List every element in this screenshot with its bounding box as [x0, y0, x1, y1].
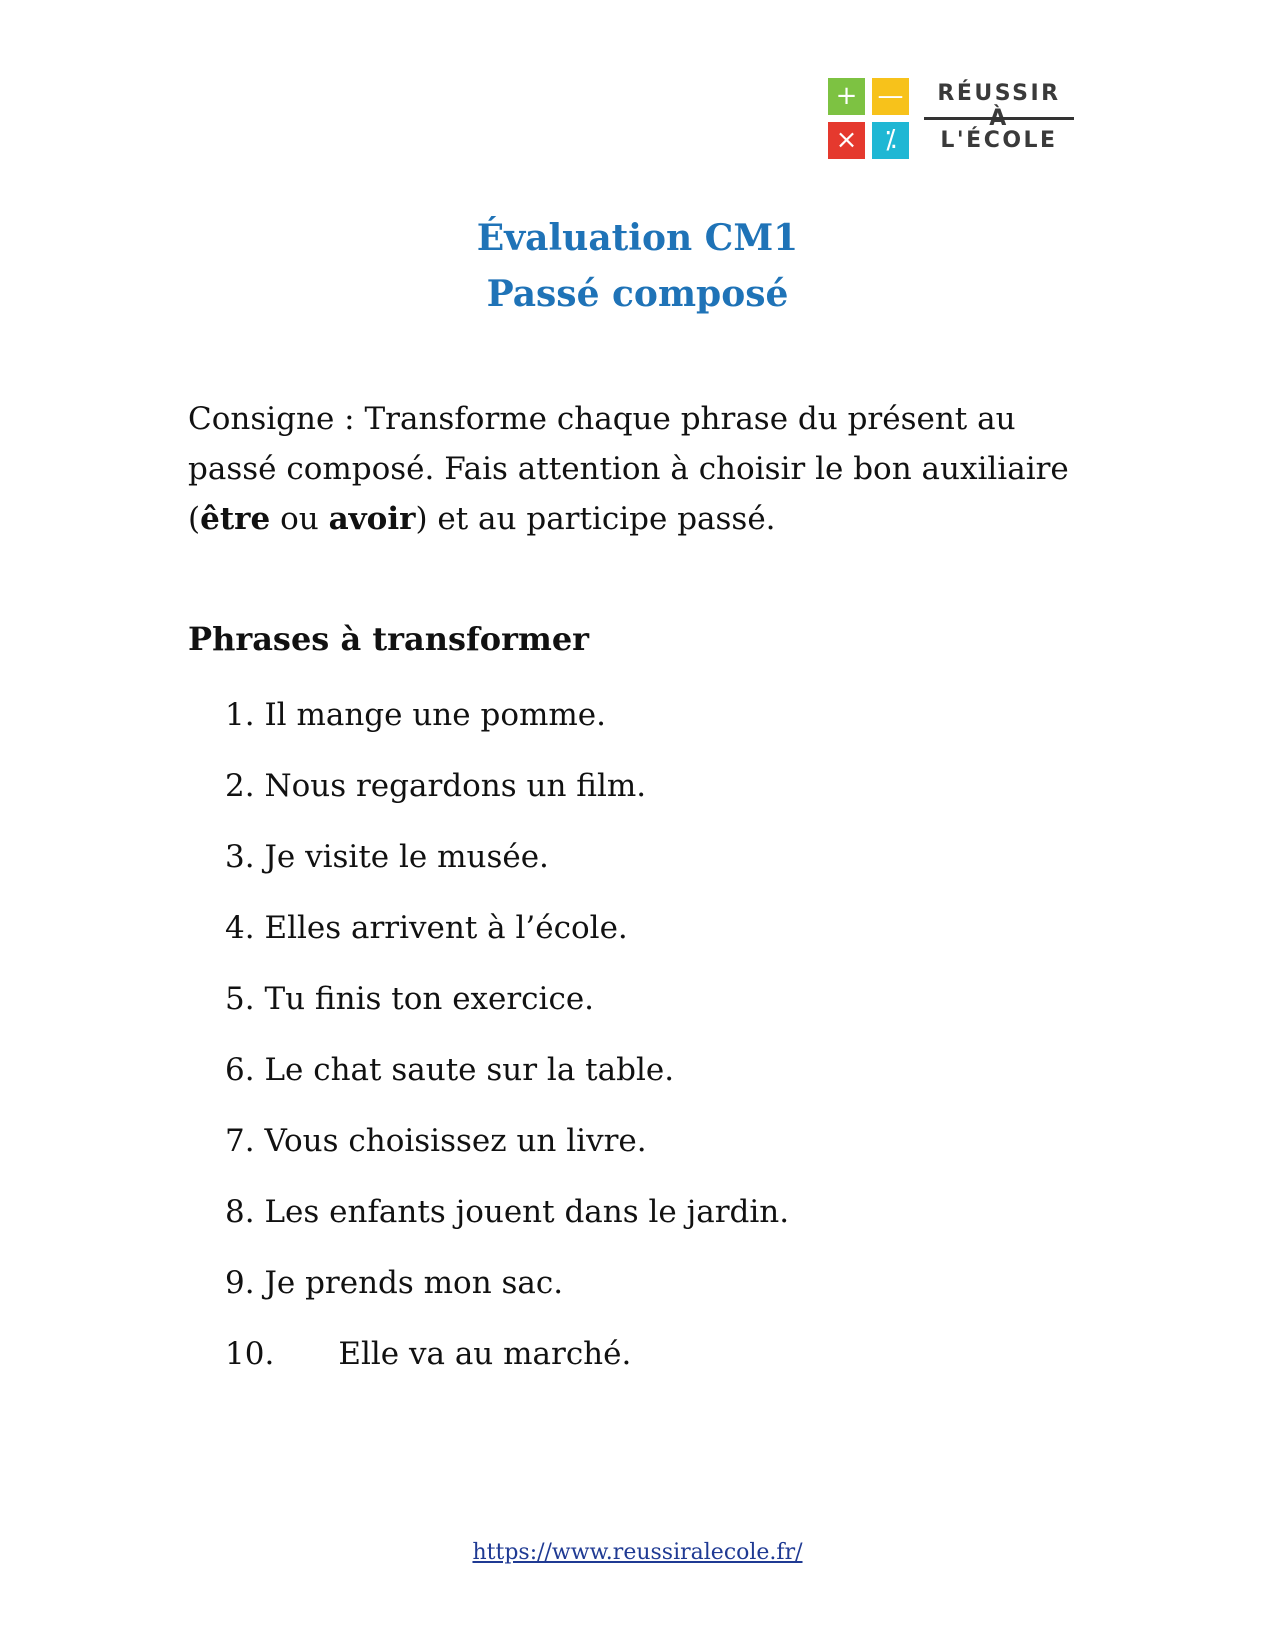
item-text: Il mange une pomme.	[264, 697, 606, 733]
title-line-2: Passé composé	[486, 273, 789, 315]
list-item	[225, 1187, 789, 1258]
instruction-bold-etre: être	[200, 501, 271, 537]
site-logo	[828, 78, 1078, 160]
page-title	[0, 210, 1275, 322]
item-text: Vous choisissez un livre.	[264, 1123, 647, 1159]
item-number: 2.	[225, 768, 255, 804]
list-item	[225, 974, 789, 1045]
item-number: 6.	[225, 1052, 255, 1088]
section-heading: Phrases à transformer	[188, 620, 590, 658]
item-number: 5.	[225, 981, 255, 1017]
logo-math-grid	[828, 78, 909, 159]
item-number: 9.	[225, 1265, 255, 1301]
logo-text-bottom: L'ÉCOLE	[940, 128, 1058, 153]
item-text: Je visite le musée.	[264, 839, 549, 875]
item-number: 3.	[225, 839, 255, 875]
instruction-bold-avoir: avoir	[328, 501, 416, 537]
list-item	[225, 761, 789, 832]
list-item	[225, 1258, 789, 1329]
item-text: Les enfants jouent dans le jardin.	[264, 1194, 790, 1230]
times-icon: ×	[828, 122, 865, 159]
logo-divider	[924, 117, 1074, 120]
list-item	[225, 1045, 789, 1116]
sentence-list	[225, 690, 789, 1400]
item-number: 8.	[225, 1194, 255, 1230]
item-number: 7.	[225, 1123, 255, 1159]
item-number: 4.	[225, 910, 255, 946]
item-text: Elles arrivent à l’école.	[264, 910, 628, 946]
instruction-text-end: ) et au participe passé.	[415, 501, 776, 537]
list-item	[225, 1116, 789, 1187]
minus-icon: —	[872, 78, 909, 115]
divide-icon: ⁒	[872, 122, 909, 159]
item-number: 1.	[225, 697, 255, 733]
item-text: Je prends mon sac.	[264, 1265, 564, 1301]
item-text: Elle va au marché.	[338, 1336, 632, 1372]
list-item	[225, 690, 789, 761]
instruction-text-start: Consigne : Transforme chaque phrase du présent au passé composé. Fais attention à choisir le bon auxiliaire (	[188, 401, 1069, 537]
instruction-paragraph	[188, 394, 1088, 544]
footer	[0, 1540, 1275, 1565]
item-number: 10.	[225, 1336, 275, 1372]
item-text: Nous regardons un film.	[264, 768, 647, 804]
list-item	[225, 832, 789, 903]
title-line-1: Évaluation CM1	[476, 217, 799, 259]
website-link[interactable]: https://www.reussiralecole.fr/	[472, 1540, 803, 1565]
instruction-text-middle: ou	[270, 501, 329, 537]
list-item	[225, 903, 789, 974]
logo-text-top: RÉUSSIR	[937, 81, 1061, 106]
plus-icon: +	[828, 78, 865, 115]
list-item	[225, 1329, 789, 1400]
item-text: Le chat saute sur la table.	[264, 1052, 675, 1088]
item-text: Tu finis ton exercice.	[264, 981, 595, 1017]
